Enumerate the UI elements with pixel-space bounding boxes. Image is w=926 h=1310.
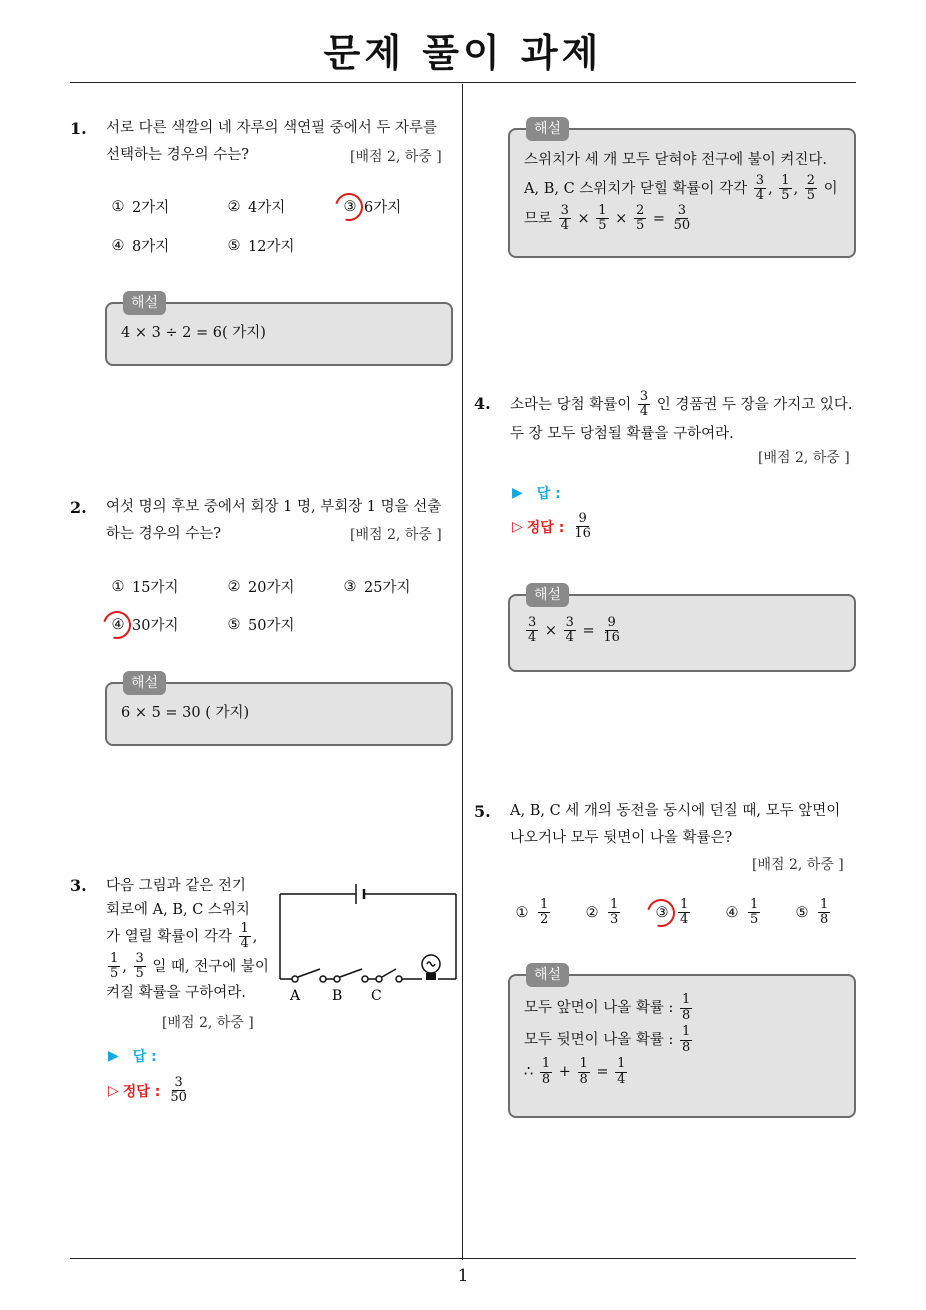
question-number: 4. <box>474 394 491 413</box>
correct-marker: ▷ <box>108 1082 119 1099</box>
correct-fraction: $\frac{3}{50}$ <box>170 1075 187 1106</box>
solution-tag: 해설 <box>123 671 166 695</box>
option-1[interactable]: ① 15가지 <box>111 578 179 596</box>
option-1[interactable]: ① $\frac{1}{2}$ <box>515 897 549 928</box>
option-3-selected[interactable]: ③ $\frac{1}{4}$ <box>652 898 692 928</box>
option-4-selected[interactable]: ④ 30가지 <box>108 614 178 635</box>
correct-marker: ▷ <box>512 518 523 535</box>
solution-box: 해설 모두 앞면이 나올 확률 : $\frac{1}{8}$ 모두 뒷면이 나올 확률 : $\frac{1}{8}$ ∴ $\frac{1}{8}$ + $\frac{1}{8}$ = $\frac{1}{4}$ <box>508 974 856 1118</box>
score-meta: [배점 2, 하중 ] <box>752 857 844 873</box>
fraction: $\frac{3}{4}$ <box>639 389 649 420</box>
question-text: 여섯 명의 후보 중에서 회장 1 명, 부회장 1 명을 선출 하는 경우의 수는? <box>106 499 442 542</box>
top-divider <box>70 82 856 83</box>
solution-tag: 해설 <box>526 963 569 987</box>
question-number: 2. <box>70 498 87 517</box>
selected-circle-mark <box>330 187 368 225</box>
question-text: 다음 그림과 같은 전기 회로에 A, B, C 스위치 가 열릴 확률이 각각 $\frac{1}{4}$ , $\frac{1}{5}$ , $\frac{3}{5}$ 일 때, 전구에 불이 켜질 확률을 구하여라. <box>106 878 269 1002</box>
score-meta: [배점 2, 하중 ] <box>350 527 442 543</box>
correct-fraction: $\frac{9}{16}$ <box>574 511 591 542</box>
fraction: $\frac{3}{5}$ <box>135 950 144 981</box>
column-divider <box>462 84 463 1260</box>
option-3-selected[interactable]: ③ 6가지 <box>340 196 401 217</box>
question-number: 5. <box>474 802 491 821</box>
solution-box: 해설 스위치가 세 개 모두 닫혀야 전구에 불이 켜진다. A, B, C 스위치가 닫힐 확률이 각각 $\frac{3}{4}$ , $\frac{1}{5}$ , $\frac{2}{5}$ 이 므로 $\frac{3}{4}$ × $\frac{1}{5}$ × $\frac{2}{5}$ = $\frac{3}{50}$ <box>508 128 856 258</box>
correct-answer-line <box>512 512 595 542</box>
solution-box: 해설 $\frac{3}{4}$ × $\frac{3}{4}$ = $\frac{9}{16}$ <box>508 594 856 672</box>
solution-text: 4 × 3 ÷ 2 = 6( 가지) <box>121 325 266 341</box>
question-text: A, B, C 세 개의 동전을 동시에 던질 때, 모두 앞면이 나오거나 모두 뒷면이 나올 확률은? <box>510 803 841 846</box>
option-1[interactable]: ① 2가지 <box>111 198 170 216</box>
option-5[interactable]: ⑤ 12가지 <box>227 237 295 255</box>
answer-label: 답 : <box>132 1049 157 1065</box>
score-meta: [배점 2, 하중 ] <box>350 149 442 165</box>
answer-line <box>108 1046 157 1066</box>
option-3[interactable]: ③ 25가지 <box>343 578 411 596</box>
fraction: $\frac{1}{4}$ <box>240 921 249 952</box>
answer-line <box>512 483 561 503</box>
answer-marker: ▶ <box>512 485 523 501</box>
selected-circle-mark <box>98 605 136 643</box>
option-2[interactable]: ② $\frac{1}{3}$ <box>585 897 619 928</box>
score-meta: [배점 2, 하중 ] <box>162 1015 254 1031</box>
option-2[interactable]: ② 20가지 <box>227 578 295 596</box>
page-title: 문제 풀이 과제 <box>323 31 603 75</box>
question-number: 1. <box>70 119 87 138</box>
option-5[interactable]: ⑤ $\frac{1}{8}$ <box>795 897 829 928</box>
question-number: 3. <box>70 876 87 895</box>
solution-tag: 해설 <box>123 291 166 315</box>
solution-box <box>105 295 453 366</box>
fraction: $\frac{1}{5}$ <box>110 950 119 981</box>
page-number: 1 <box>457 1266 469 1286</box>
option-4[interactable]: ④ 8가지 <box>111 237 170 255</box>
switch-label-b: B <box>332 988 343 1004</box>
solution-text: 6 × 5 = 30 ( 가지) <box>121 705 250 721</box>
solution-tag: 해설 <box>526 583 569 607</box>
switch-label-c: C <box>371 988 382 1004</box>
selected-circle-mark <box>642 894 680 932</box>
circuit-diagram <box>276 878 460 1008</box>
question-text: 소라는 당첨 확률이 $\frac{3}{4}$ 인 경품권 두 장을 가지고 있다. 두 장 모두 당첨될 확률을 구하여라. <box>510 389 853 442</box>
bottom-divider <box>70 1258 856 1259</box>
question-text: 서로 다른 색깔의 네 자루의 색연필 중에서 두 자루를 선택하는 경우의 수는? <box>106 120 438 163</box>
option-5[interactable]: ⑤ 50가지 <box>227 616 295 634</box>
solution-tag: 해설 <box>526 117 569 141</box>
option-4[interactable]: ④ $\frac{1}{5}$ <box>725 897 759 928</box>
correct-label: 정답 : <box>526 519 565 536</box>
switch-label-a: A <box>290 988 301 1004</box>
answer-marker: ▶ <box>108 1048 119 1064</box>
answer-label: 답 : <box>536 486 561 502</box>
correct-answer-line <box>108 1076 191 1106</box>
option-2[interactable]: ② 4가지 <box>227 198 286 216</box>
solution-box <box>105 675 453 746</box>
correct-label: 정답 : <box>122 1083 161 1100</box>
score-meta: [배점 2, 하중 ] <box>758 450 850 466</box>
